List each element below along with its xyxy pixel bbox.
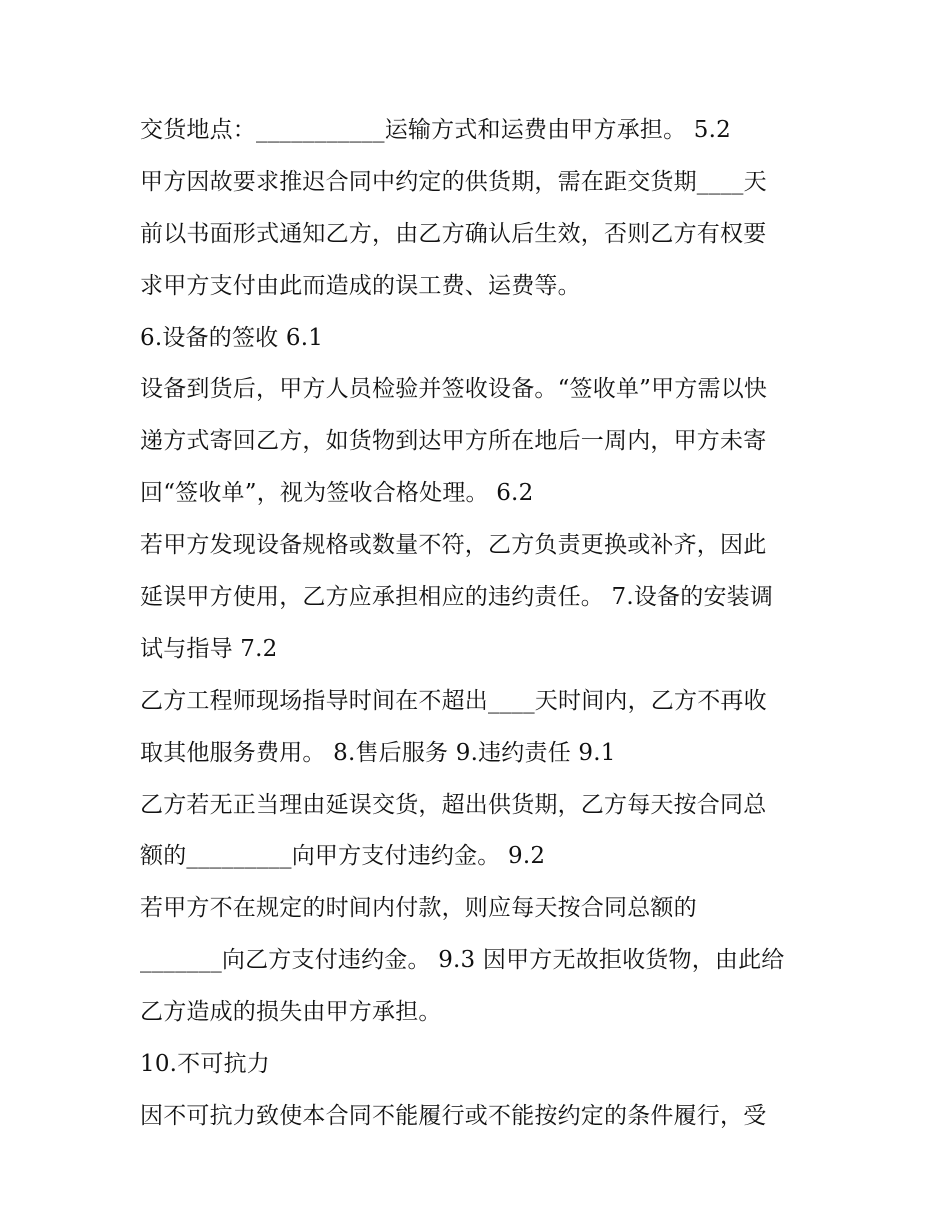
text-line: 交货地点：___________运输方式和运费由甲方承担。 5.2: [140, 117, 731, 143]
text-line: 甲方因故要求推迟合同中约定的供货期，需在距交货期____天: [140, 168, 767, 195]
text-line: 乙方造成的损失由甲方承担。: [140, 999, 442, 1026]
text-line: 若甲方不在规定的时间内付款，则应每天按合同总额的: [140, 895, 697, 922]
contract-text: [140, 109, 820, 1147]
section-heading: 6.设备的签收 6.1: [140, 324, 324, 351]
text-line: 求甲方支付由此而造成的误工费、运费等。: [140, 272, 581, 299]
text-line: 试与指导 7.2: [140, 635, 278, 662]
text-line: 延误甲方使用，乙方应承担相应的违约责任。 7.设备的安装调: [140, 584, 774, 611]
section-heading: 10.不可抗力: [140, 1051, 270, 1078]
text-line: 额的_________向甲方支付违约金。 9.2: [140, 843, 546, 870]
text-line: 乙方工程师现场指导时间在不超出____天时间内，乙方不再收: [140, 687, 767, 714]
text-line: 乙方若无正当理由延误交货，超出供货期，乙方每天按合同总: [140, 791, 767, 818]
text-line: 若甲方发现设备规格或数量不符，乙方负责更换或补齐，因此: [140, 532, 767, 559]
text-line: 递方式寄回乙方，如货物到达甲方所在地后一周内，甲方未寄: [140, 428, 767, 455]
text-line: 因不可抗力致使本合同不能履行或不能按约定的条件履行，受: [140, 1102, 767, 1129]
text-line: 回“签收单”，视为签收合格处理。 6.2: [140, 480, 534, 507]
text-line: 前以书面形式通知乙方，由乙方确认后生效，否则乙方有权要: [140, 220, 767, 247]
text-line: 设备到货后，甲方人员检验并签收设备。“签收单”甲方需以快: [140, 376, 768, 403]
text-line: 取其他服务费用。 8.售后服务 9.违约责任 9.1: [140, 739, 616, 766]
text-line: _______向乙方支付违约金。 9.3 因甲方无故拒收货物，由此给: [140, 947, 785, 974]
